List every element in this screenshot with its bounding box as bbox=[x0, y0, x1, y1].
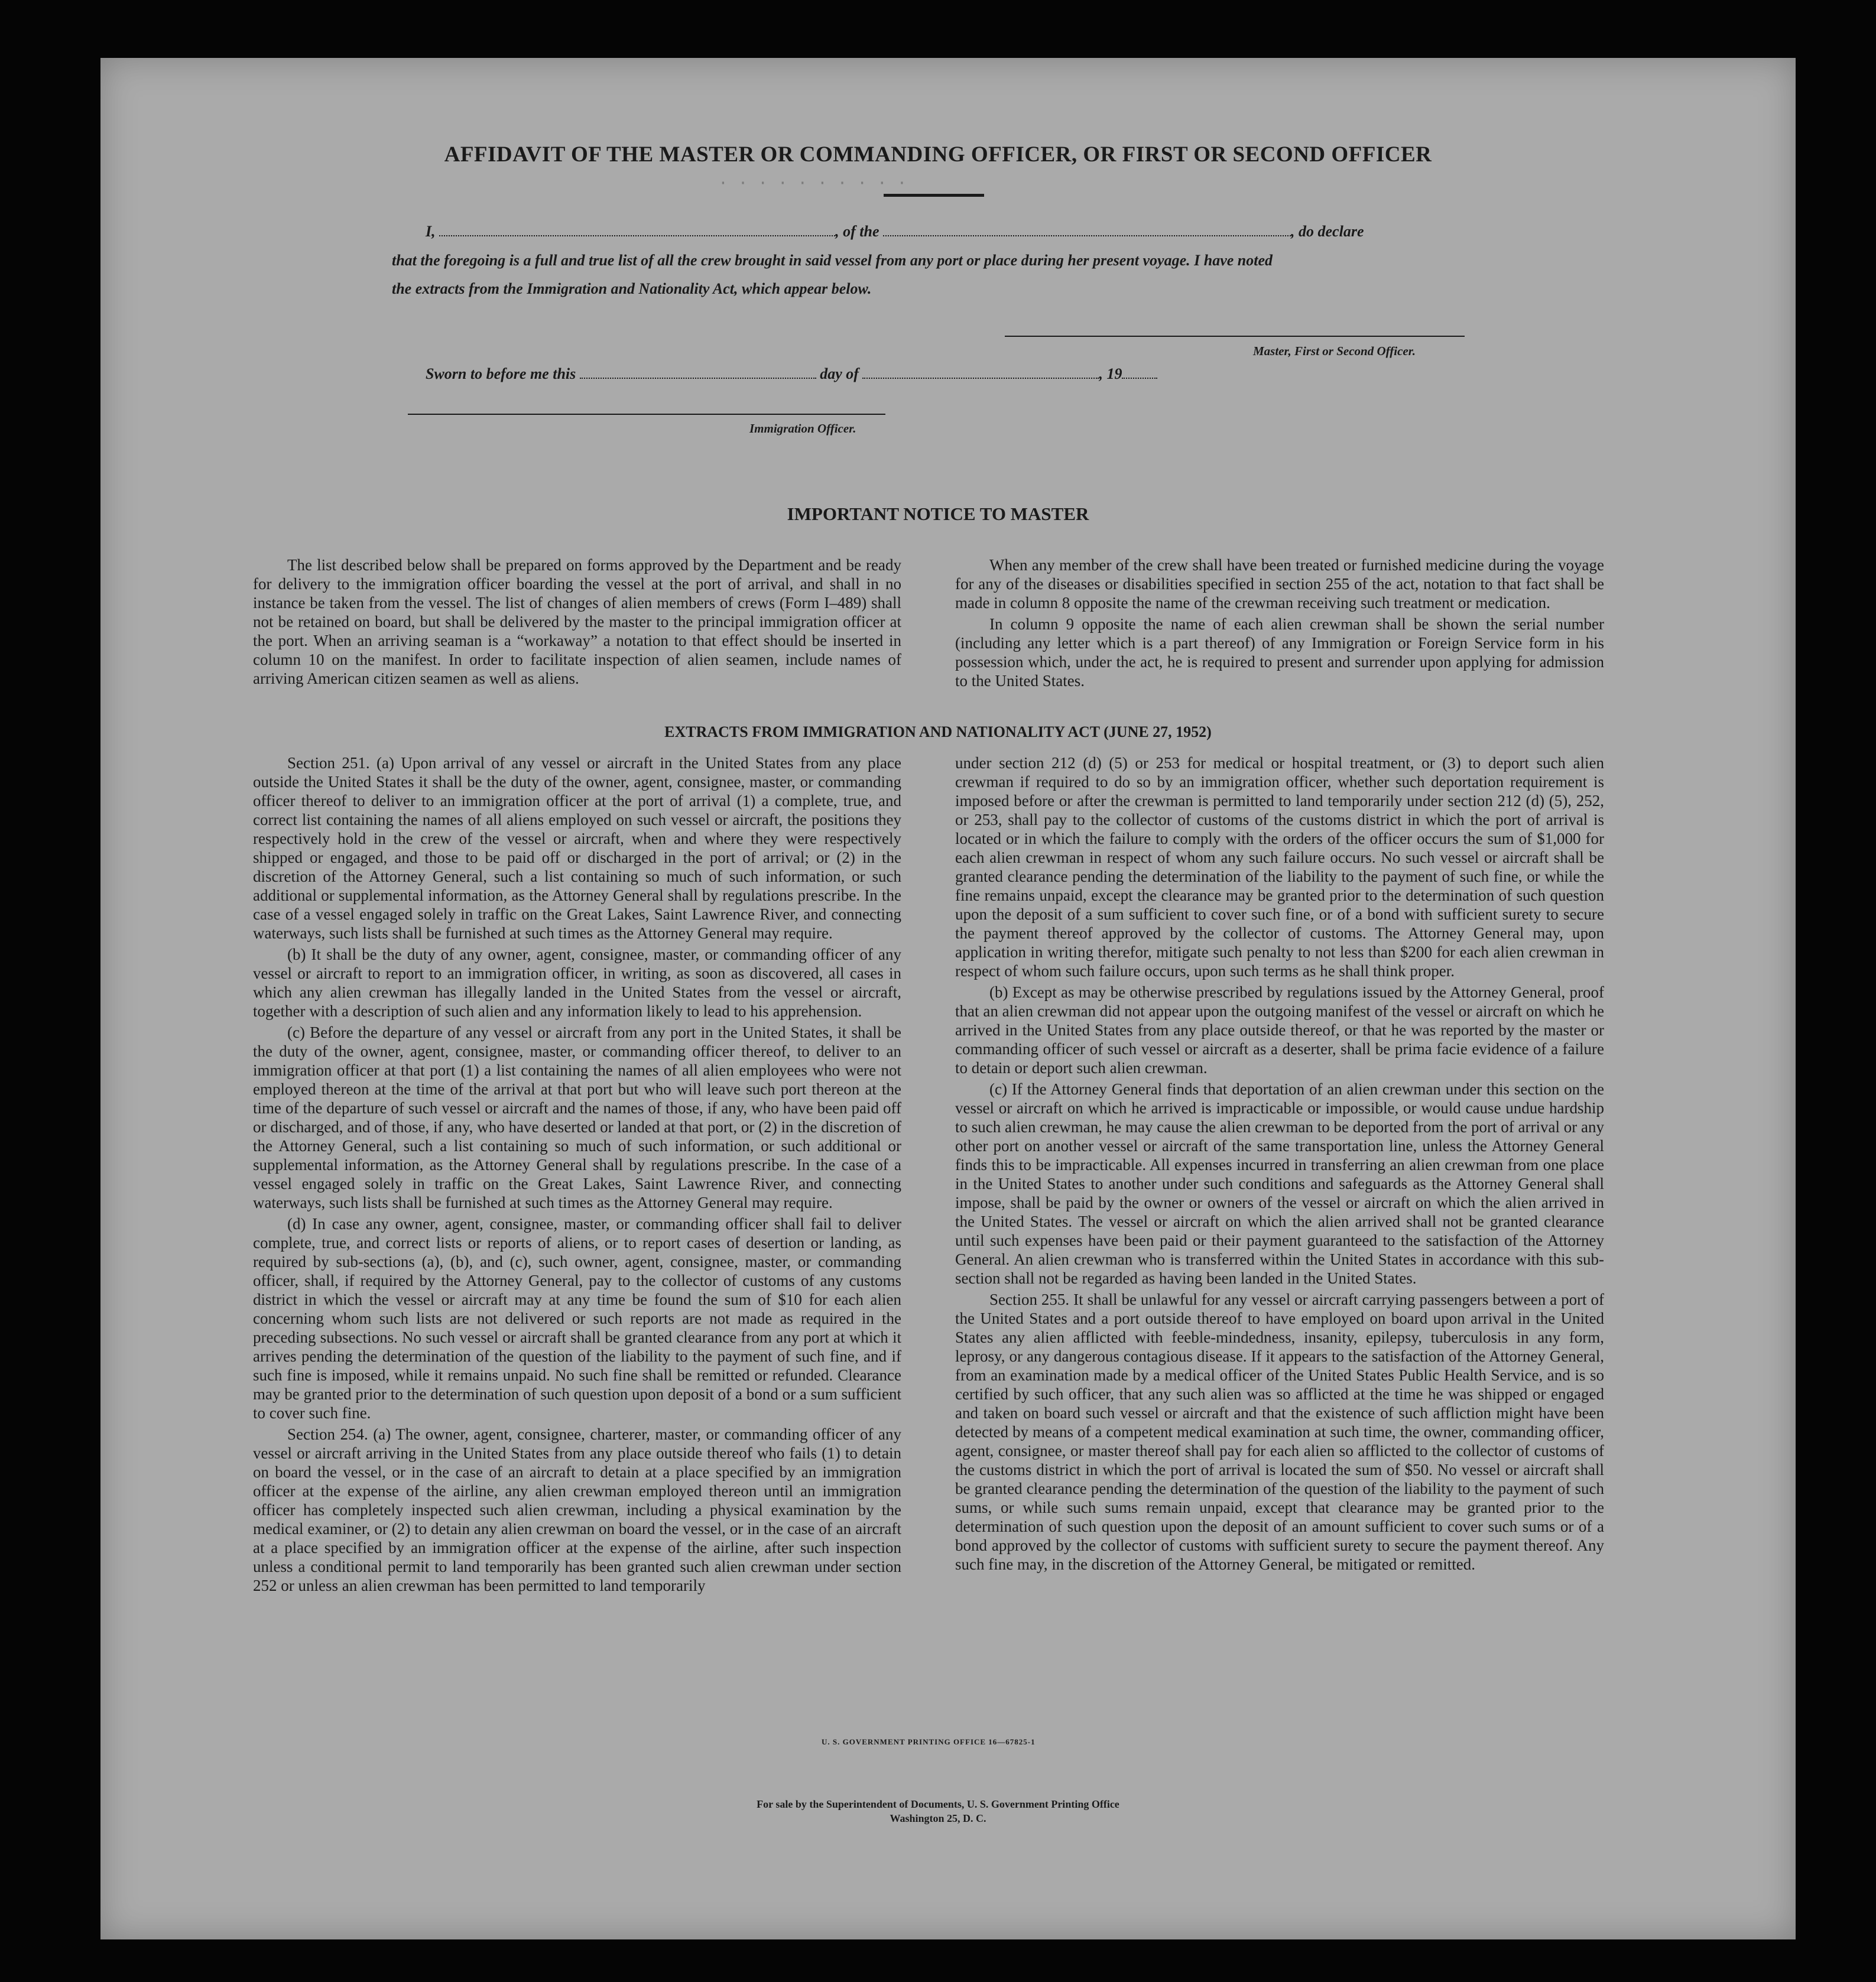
of-the-label: , of the bbox=[835, 223, 879, 240]
notice-right-column bbox=[955, 555, 1604, 693]
vessel-name-field[interactable] bbox=[883, 235, 1291, 236]
affidavit-line-3: the extracts from the Immigration and Nationality Act, which appear below. bbox=[392, 280, 872, 297]
master-signature-label: Master, First or Second Officer. bbox=[1253, 344, 1416, 358]
declarant-name-field[interactable] bbox=[439, 235, 835, 236]
section-255: Section 255. It shall be unlawful for any vessel or aircraft carrying passengers between a port of the United States and a port outside thereof to have employed on board upon arrival in the United States any alien afflicted with feeble-mindedness, insanity, epilepsy, tuberculosis in any form, leprosy, or any dangerous contagious disease. If it appears to the satisfaction of the Attorney General, from an examination made by a medical officer of the United States Public Health Service, and is so certified by such officer, that any such alien was so afflicted at the time he was shipped or engaged and taken on board such vessel or aircraft and that the existence of such affliction might have been detected by means of a competent medical examination at such time, the owner, commanding officer, agent, consignee, or master thereof shall pay for each alien so afflicted to the collector of customs of the customs district in which the port of arrival is located the sum of $50. No vessel or aircraft shall be granted clearance pending the determination of the question of the liability to the payment of such sums, or while such sums remain unpaid, except that clearance may be granted prior to the determination of such question upon the deposit of an amount sufficient to cover such sums or of a bond approved by the collector of customs with sufficient surety to secure the payment thereof. Any such fine may, in the discretion of the Attorney General, be mitigated or remitted. bbox=[955, 1291, 1604, 1573]
sale-notice-line-2: Washington 25, D. C. bbox=[890, 1812, 986, 1824]
sworn-line bbox=[426, 365, 1218, 383]
affidavit-title: AFFIDAVIT OF THE MASTER OR COMMANDING OFFICER, OR FIRST OR SECOND OFFICER bbox=[444, 142, 1432, 167]
notice-left-column bbox=[253, 555, 901, 690]
do-declare-label: , do declare bbox=[1291, 223, 1364, 240]
day-of-label: day of bbox=[820, 365, 859, 382]
sworn-day-field[interactable] bbox=[580, 377, 816, 379]
sworn-label: Sworn to before me this bbox=[426, 365, 576, 382]
sale-notice bbox=[0, 1797, 1876, 1825]
section-251-d: (d) In case any owner, agent, consignee, master, or commanding officer shall fail to deliver complete, true, and correct lists or reports of aliens, or to report cases of desertion or landing, as required by sub-sections (a), (b), and (c), such owner, agent, consignee, master, or commanding officer, shall, if required by the Attorney General, pay to the collector of customs of any customs district in which the vessel or aircraft may at any time be found the sum of $10 for each alien concerning whom such lists are not delivered or such reports are not made as required in the preceding subsections. No such vessel or aircraft shall be granted clearance from any port at which it arrives pending the determination of the question of the liability to the payment of such fine, and if such fine is imposed, while it remains unpaid. No such fine shall be remitted or refunded. Clearance may be granted prior to the determination of such question upon deposit of a bond or a sum sufficient to cover such fine. bbox=[253, 1215, 901, 1422]
section-251-c: (c) Before the departure of any vessel or aircraft from any port in the United States, it shall be the duty of the owner, agent, consignee, master, or commanding officer thereof, to deliver to an immigration officer at that port (1) a list containing the names of all alien employees who were not employed thereon at the time of the arrival at that port but who will leave such port thereon at the time of the departure of such vessel or aircraft and the names of those, if any, who have been paid off or discharged, and of those, if any, who have deserted or landed at that port, or (2) in the discretion of the Attorney General, such a list containing so much of such information, or such additional or supplemental information, as the Attorney General shall by regulations prescribe. In the case of a vessel engaged solely in traffic on the Great Lakes, Saint Lawrence River, and connecting waterways, such lists shall be furnished at such times as the Attorney General may require. bbox=[253, 1024, 901, 1211]
immigration-officer-signature-line[interactable] bbox=[408, 414, 885, 415]
title-underline bbox=[884, 194, 984, 197]
year-prefix-label: , 19 bbox=[1099, 365, 1122, 382]
extracts-title: EXTRACTS FROM IMMIGRATION AND NATIONALITY ACT (JUNE 27, 1952) bbox=[664, 723, 1212, 740]
affidavit-declaration-line bbox=[426, 223, 1472, 241]
sale-notice-line-1: For sale by the Superintendent of Documents, U. S. Government Printing Office bbox=[757, 1798, 1119, 1810]
immigration-officer-label: Immigration Officer. bbox=[749, 421, 856, 436]
sworn-month-field[interactable] bbox=[862, 377, 1099, 379]
section-254-a: Section 254. (a) The owner, agent, consignee, charterer, master, or commanding officer of any vessel or aircraft arriving in the United States from any place outside thereof who fails (1) to detain on board the vessel, or in the case of an aircraft to detain at a place specified by an immigration officer at the expense of the airline, any alien crewman employed thereon until an immigration officer has completely inspected such alien crewman, including a physical examination by the medical examiner, or (2) to detain any alien crewman on board the vessel, or in the case of an aircraft at a place specified by an immigration officer at the expense of the airline, after such inspection unless a conditional permit to land temporarily has been granted such alien crewman under section 252 or unless an alien crewman has been permitted to land temporarily bbox=[253, 1425, 901, 1594]
bleed-through-mark: · · · · · · · · · · bbox=[718, 174, 907, 193]
master-signature-line[interactable] bbox=[1005, 336, 1465, 337]
notice-right-paragraph-2: In column 9 opposite the name of each alien crewman shall be shown the serial number (including any letter which is a part thereof) of any Immigration or Foreign Service form in his possession which, under the act, he is required to present and surrender upon applying for admission to the United States. bbox=[955, 615, 1604, 690]
section-254-a-continued: under section 212 (d) (5) or 253 for medical or hospital treatment, or (3) to deport such alien crewman if required to do so by an immigration officer, whether such deportation requirement is imposed before or after the crewman is permitted to land temporarily under section 212 (d) (5), 252, or 253, shall pay to the collector of customs of the customs district in which the port of arrival is located or in which the failure to comply with the orders of the officer occurs the sum of $1,000 for each alien crewman in respect of whom any such failure occurs. No such vessel or aircraft shall be granted clearance pending the determination of the liability to the payment of such fine, or while the fine remains unpaid, except the clearance may be granted prior to the determination of such question upon the deposit of a sum sufficient to cover such fine, or of a bond with sufficient surety to secure the payment thereof approved by the collector of customs. The Attorney General may, upon application in writing therefor, mitigate such penalty to not less than $200 for each alien crewman in respect of whom such failure occurs, upon such terms as he shall think proper. bbox=[955, 754, 1604, 980]
section-254-b: (b) Except as may be otherwise prescribed by regulations issued by the Attorney General, proof that an alien crewman did not appear upon the outgoing manifest of the vessel or aircraft on which he arrived in the United States from any place outside thereof, or that he was reported by the master or commanding officer of such vessel or aircraft as a deserter, shall be prima facie evidence of a failure to detain or deport such alien crewman. bbox=[955, 983, 1604, 1077]
declarant-prefix: I, bbox=[426, 223, 436, 240]
extracts-left-column bbox=[253, 753, 901, 1597]
section-254-c: (c) If the Attorney General finds that deportation of an alien crewman under this section on the vessel or aircraft on which he arrived is impracticable or impossible, or would cause undue hardship to such alien crewman, he may cause the alien crewman to be deported from the port of arrival or any other port on another vessel or aircraft of the same transportation line, unless the Attorney General finds this to be impracticable. All expenses incurred in transferring an alien crewman from one place in the United States to another under such conditions and safeguards as the Attorney General shall impose, shall be paid by the owner or owners of the vessel or aircraft on which the alien arrived in the United States. The vessel or aircraft on which the alien arrived shall not be granted clearance until such expenses have been paid or their payment guaranteed to the satisfaction of the Attorney General. An alien crewman who is transferred within the United States in accordance with this sub-section shall not be regarded as having been landed in the United States. bbox=[955, 1080, 1604, 1287]
notice-right-paragraph-1: When any member of the crew shall have been treated or furnished medicine during the voyage for any of the diseases or disabilities specified in section 255 of the act, notation to that fact shall be made in column 8 opposite the name of the crewman receiving such treatment or medication. bbox=[955, 556, 1604, 612]
sworn-year-field[interactable] bbox=[1122, 377, 1157, 379]
notice-left-paragraph: The list described below shall be prepared on forms approved by the Department and be ready for delivery to the immigration officer boarding the vessel at the port of arrival, and shall in no instance be taken from the vessel. The list of changes of alien members of crews (Form I–489) shall not be retained on board, but shall be delivered by the master to the principal immigration officer at the port. When an arriving seaman is a “workaway” a notation to that effect should be inserted in column 10 on the manifest. In order to facilitate inspection of alien seamen, include names of arriving American citizen seamen as well as aliens. bbox=[253, 556, 901, 687]
notice-title: IMPORTANT NOTICE TO MASTER bbox=[787, 503, 1089, 524]
printing-office-imprint: U. S. GOVERNMENT PRINTING OFFICE 16—67825-1 bbox=[822, 1737, 1036, 1746]
extracts-right-column bbox=[955, 753, 1604, 1576]
affidavit-line-2: that the foregoing is a full and true list of all the crew brought in said vessel from any port or place during her present voyage. I have noted bbox=[392, 252, 1273, 269]
section-251-b: (b) It shall be the duty of any owner, agent, consignee, master, or commanding officer of any vessel or aircraft to report to an immigration officer, in writing, as soon as discovered, all cases in which any alien crewman has illegally landed in the United States from the vessel or aircraft, together with a description of such alien and any information likely to lead to his apprehension. bbox=[253, 945, 901, 1020]
section-251-a: Section 251. (a) Upon arrival of any vessel or aircraft in the United States from any place outside the United States it shall be the duty of the owner, agent, consignee, master, or commanding officer thereof to deliver to an immigration officer at the port of arrival (1) a complete, true, and correct list containing the names of all aliens employed on such vessel or aircraft, the positions they respectively hold in the crew of the vessel or aircraft, when and where they were respectively shipped or engaged, and those to be paid off or discharged in the port of arrival; or (2) in the discretion of the Attorney General, such a list containing so much of such information, or such additional or supplemental information, as the Attorney General shall by regulations prescribe. In the case of a vessel engaged solely in traffic on the Great Lakes, Saint Lawrence River, and connecting waterways, such lists shall be furnished at such times as the Attorney General may require. bbox=[253, 754, 901, 942]
